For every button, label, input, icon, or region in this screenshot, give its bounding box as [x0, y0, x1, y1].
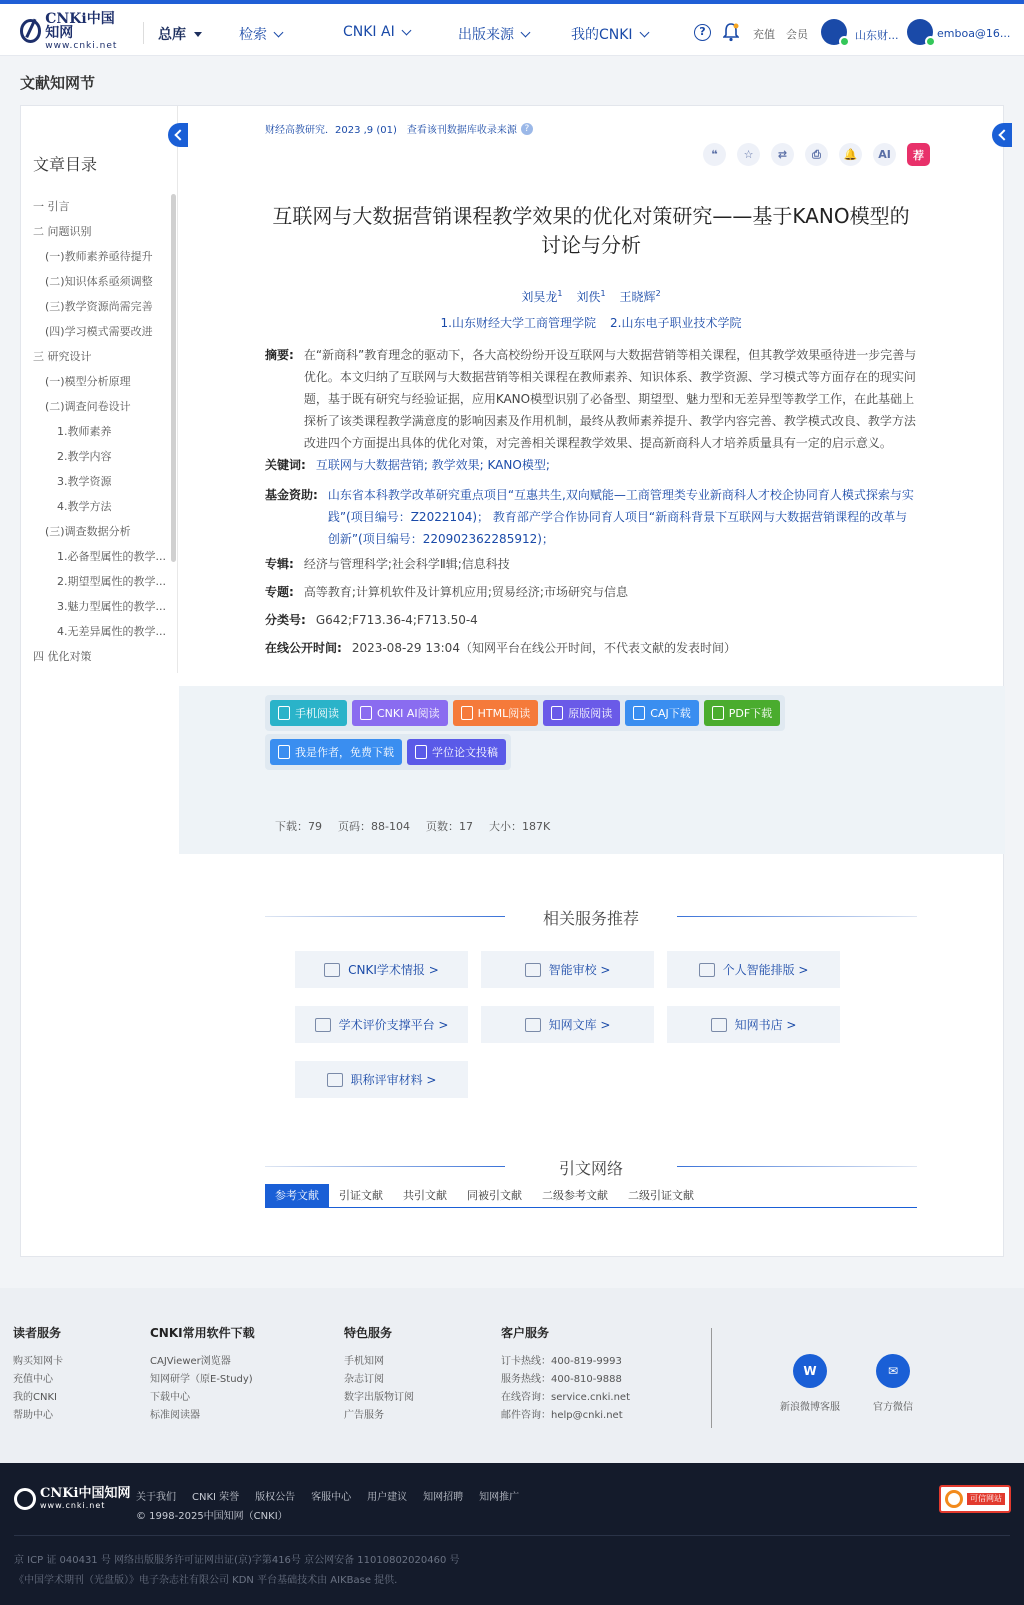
- fund-label: 基金资助:: [265, 488, 318, 502]
- article-main: [179, 106, 1005, 1258]
- footer-link[interactable]: CAJViewer浏览器: [150, 1356, 231, 1367]
- read-download-buttons: [265, 695, 785, 731]
- cnki-logo[interactable]: [20, 10, 128, 51]
- download-button[interactable]: [352, 700, 448, 726]
- service-card[interactable]: [667, 1006, 840, 1043]
- cnki-logo-icon: [14, 1488, 36, 1510]
- page-title: 文献知网节: [20, 74, 96, 92]
- footer-link[interactable]: 知网推广: [479, 1492, 520, 1503]
- button-label: PDF下载: [728, 707, 773, 720]
- user-avatar-icon[interactable]: [907, 19, 933, 45]
- logo-main-text: CNKi中国知网: [45, 10, 115, 41]
- pubtime-text: 2023-08-29 13:04（知网平台在线公开时间，不代表文献的发表时间）: [351, 641, 736, 655]
- wechat-service[interactable]: [873, 1354, 913, 1413]
- chevron-down-icon: [521, 27, 531, 37]
- citation-heading: 引文网络: [265, 1156, 917, 1179]
- nav-label: CNKI AI: [343, 24, 395, 40]
- footer-links: [136, 1488, 519, 1503]
- journal-source-text[interactable]: 财经高教研究．2023 ,9 (01): [265, 125, 397, 136]
- citation-tab[interactable]: 二级引证文献: [628, 1189, 694, 1202]
- footer-logo-sub: www.cnki.net: [40, 1501, 106, 1510]
- service-icon: [525, 1018, 541, 1032]
- footer-link[interactable]: 用户建议: [367, 1492, 408, 1503]
- topic-label: 专题:: [265, 585, 294, 599]
- classification-row: [265, 609, 917, 631]
- footer-link[interactable]: 版权公告: [255, 1492, 296, 1503]
- print-icon[interactable]: ⎙: [805, 143, 828, 166]
- download-button[interactable]: [625, 700, 698, 726]
- button-label: CAJ下载: [650, 707, 691, 720]
- citation-tab[interactable]: 二级参考文献: [542, 1189, 608, 1202]
- footer-link[interactable]: 下载中心: [150, 1392, 190, 1403]
- service-card[interactable]: [481, 951, 654, 988]
- caret-down-icon: [194, 32, 202, 37]
- weibo-label: 新浪微博客服: [780, 1402, 840, 1413]
- article-card: [20, 105, 1004, 1257]
- service-card[interactable]: [295, 951, 468, 988]
- footer-logo-main: CNKi中国知网: [40, 1486, 131, 1501]
- citation-tabs: [265, 1184, 917, 1208]
- abstract-row: [265, 344, 917, 454]
- button-icon: [278, 745, 290, 759]
- download-stats: [275, 818, 550, 834]
- verified-dot: [925, 36, 936, 47]
- services-heading: 相关服务推荐: [265, 906, 917, 929]
- citation-tab[interactable]: 共引文献: [403, 1189, 447, 1202]
- service-card[interactable]: [295, 1006, 468, 1043]
- footer-column: [13, 1324, 63, 1425]
- footer-column-title: 读者服务: [13, 1326, 62, 1340]
- verified-dot: [839, 36, 850, 47]
- chevron-down-icon: [274, 27, 284, 37]
- footer-link[interactable]: 邮件咨询：help@cnki.net: [501, 1410, 623, 1421]
- toc-item[interactable]: 三 研究设计: [33, 350, 92, 363]
- author-link[interactable]: 王晓辉$^2$: [619, 289, 661, 304]
- footer-bottom: [0, 1463, 1024, 1605]
- service-label: 个人智能排版 >: [722, 963, 809, 977]
- footer-logo: [14, 1487, 130, 1510]
- institution-icon[interactable]: [821, 19, 847, 45]
- button-icon: [551, 706, 563, 720]
- article-title: 互联网与大数据营销课程教学效果的优化对策研究——基于KANO模型的讨论与分析: [272, 204, 910, 257]
- footer-rule: [14, 1535, 1010, 1536]
- table-of-contents: [21, 106, 178, 673]
- toc-item[interactable]: 2.教学内容: [57, 450, 112, 463]
- footer-link[interactable]: 标准阅读器: [150, 1410, 200, 1421]
- affiliation-link[interactable]: 2.山东电子职业技术学院: [610, 316, 742, 330]
- download-button[interactable]: [453, 700, 539, 726]
- footer-link[interactable]: 服务热线：400-810-9888: [501, 1374, 622, 1385]
- topic-text: 高等教育;计算机软件及计算机应用;贸易经济;市场研究与信息: [303, 585, 628, 599]
- abstract-label: 摘要:: [265, 348, 294, 362]
- toc-item[interactable]: 四 优化对策: [33, 650, 92, 663]
- header-divider: [143, 22, 144, 44]
- chevron-down-icon: [639, 27, 649, 37]
- footer-divider: [711, 1328, 712, 1428]
- keywords-links[interactable]: 互联网与大数据营销; 教学效果; KANO模型;: [315, 458, 550, 472]
- keywords-row: [265, 454, 917, 476]
- topic-row: [265, 581, 917, 603]
- pubtime-row: [265, 637, 917, 659]
- toc-item[interactable]: (二)调查问卷设计: [45, 400, 131, 413]
- footer-company: 《中国学术期刊（光盘版）》电子杂志社有限公司 KDN 平台基础技术由 AIKBase 提供.: [14, 1575, 398, 1586]
- toc-item[interactable]: (二)知识体系亟须调整: [45, 275, 153, 288]
- nav-search[interactable]: [239, 24, 282, 44]
- footer-link[interactable]: 客服中心: [311, 1492, 352, 1503]
- nav-label: 总库: [158, 27, 186, 43]
- footer-copyright: © 1998-2025中国知网（CNKI）: [136, 1511, 288, 1522]
- service-icon: [324, 963, 340, 977]
- toc-item[interactable]: 4.教学方法: [57, 500, 112, 513]
- fund-row: [265, 484, 917, 550]
- footer-link[interactable]: 充值中心: [13, 1374, 53, 1385]
- nav-label: 检索: [239, 27, 267, 43]
- recharge-link[interactable]: 充值: [753, 28, 775, 41]
- stat-item: 大小：187K: [488, 820, 551, 833]
- stat-item: 页码：88-104: [338, 820, 410, 833]
- download-button[interactable]: [270, 700, 347, 726]
- toc-item[interactable]: 2.期望型属性的教学...: [57, 575, 166, 588]
- recommend-icon[interactable]: 荐: [907, 143, 930, 166]
- database-source-link[interactable]: 查看该刊数据库收录来源: [406, 125, 517, 136]
- article-toolbar: [703, 143, 930, 166]
- service-card[interactable]: [481, 1006, 654, 1043]
- toc-scrollbar[interactable]: [171, 194, 176, 562]
- author-link[interactable]: 刘佚$^1$: [576, 289, 606, 304]
- button-icon: [461, 706, 473, 720]
- user-account-name[interactable]: emboa@16...: [937, 27, 1011, 40]
- toc-item[interactable]: 1.必备型属性的教学...: [57, 550, 166, 563]
- download-button[interactable]: [270, 739, 402, 765]
- service-icon: [699, 963, 715, 977]
- toc-item[interactable]: (三)教学资源尚需完善: [45, 300, 153, 313]
- footer-link[interactable]: 订卡热线：400-819-9993: [501, 1356, 622, 1367]
- footer-icp: 京 ICP 证 040431 号 网络出版服务许可证网出证(京)字第416号 京公网安备 11010802020460 号: [14, 1555, 460, 1566]
- pubtime-label: 在线公开时间:: [265, 641, 342, 655]
- footer-services: [0, 1288, 1024, 1463]
- button-icon: [360, 706, 372, 720]
- toc-item[interactable]: 一 引言: [33, 200, 70, 213]
- download-button[interactable]: [543, 700, 620, 726]
- toc-item[interactable]: (四)学习模式需要改进: [45, 325, 153, 338]
- fund-text[interactable]: 山东省本科教学改革研究重点项目“互惠共生,双向赋能—工商管理类专业新商科人才校企协同育人模式探索与实践”(项目编号：Z2022104)； 教育部产学合作协同育人项目“新商科背景下互联网与大数据营销课程的改革与创新”(项目编号：220902362285912)；: [327, 488, 914, 546]
- service-label: 职称评审材料 >: [350, 1073, 437, 1087]
- button-label: 学位论文投稿: [432, 746, 498, 759]
- footer-link[interactable]: CNKI 荣誉: [192, 1492, 240, 1503]
- footer-column-title: 特色服务: [344, 1326, 393, 1340]
- journal-source: [265, 121, 533, 136]
- cnki-logo-icon: [20, 19, 41, 43]
- button-label: 我是作者，免费下载: [295, 746, 394, 759]
- affiliation-list: [265, 314, 917, 331]
- footer-column: [150, 1324, 255, 1425]
- download-button[interactable]: [704, 700, 780, 726]
- footer-link[interactable]: 在线咨询：service.cnki.net: [501, 1392, 630, 1403]
- service-card[interactable]: [667, 951, 840, 988]
- toc-item[interactable]: (一)教师素养亟待提升: [45, 250, 153, 263]
- footer-link[interactable]: 手机知网: [344, 1356, 384, 1367]
- toc-item[interactable]: 3.魅力型属性的教学...: [57, 600, 166, 613]
- toc-item[interactable]: 4.无差异属性的教学...: [57, 625, 166, 638]
- chevron-down-icon: [401, 25, 411, 35]
- button-label: CNKI AI阅读: [377, 707, 440, 720]
- service-card[interactable]: [295, 1061, 468, 1098]
- keywords-label: 关键词:: [265, 458, 306, 472]
- trusted-site-badge[interactable]: [939, 1485, 1011, 1513]
- nav-label: 我的CNKI: [571, 27, 633, 43]
- footer-link[interactable]: 杂志订阅: [344, 1374, 384, 1385]
- footer-column: [501, 1324, 630, 1425]
- download-button[interactable]: [407, 739, 506, 765]
- service-icon: [315, 1018, 331, 1032]
- favorite-icon[interactable]: ☆: [737, 143, 760, 166]
- nav-label: 出版来源: [458, 27, 514, 43]
- button-label: HTML阅读: [477, 707, 531, 720]
- footer-link[interactable]: 关于我们: [136, 1492, 176, 1503]
- weibo-service[interactable]: [780, 1354, 840, 1413]
- footer-link[interactable]: 购买知网卡: [13, 1356, 63, 1367]
- trusted-badge-icon: [945, 1490, 963, 1508]
- nav-publication-source[interactable]: [458, 24, 529, 44]
- button-label: 手机阅读: [295, 707, 339, 720]
- question-icon[interactable]: ?: [521, 123, 533, 135]
- author-link[interactable]: 刘昊龙$^1$: [521, 289, 563, 304]
- service-label: 学术评价支撑平台 >: [338, 1018, 449, 1032]
- service-label: 知网文库 >: [548, 1018, 611, 1032]
- footer-link[interactable]: 广告服务: [344, 1410, 384, 1421]
- download-area: [179, 686, 1005, 854]
- footer-link[interactable]: 帮助中心: [13, 1410, 53, 1421]
- button-icon: [278, 706, 290, 720]
- help-icon[interactable]: ?: [694, 24, 711, 41]
- toc-item[interactable]: (三)调查数据分析: [45, 525, 131, 538]
- toc-item[interactable]: (一)模型分析原理: [45, 375, 131, 388]
- footer-column-title: 客户服务: [501, 1326, 550, 1340]
- footer-link[interactable]: 我的CNKI: [13, 1392, 57, 1403]
- author-buttons: [265, 734, 511, 770]
- series-label: 专辑:: [265, 557, 294, 571]
- stat-item: 下载：79: [275, 820, 322, 833]
- nav-cnki-ai[interactable]: [343, 24, 410, 40]
- button-label: 原版阅读: [568, 707, 613, 720]
- button-icon: [712, 706, 724, 720]
- citation-tab[interactable]: 引证文献: [339, 1189, 383, 1202]
- button-icon: [633, 706, 645, 720]
- service-icon: [525, 963, 541, 977]
- footer-column-title: CNKI常用软件下载: [150, 1326, 255, 1340]
- stat-item: 页数：17: [425, 820, 473, 833]
- wechat-icon: ✉: [876, 1354, 910, 1388]
- nav-all-databases[interactable]: [158, 24, 202, 44]
- service-icon: [327, 1073, 343, 1087]
- affiliation-link[interactable]: 1.山东财经大学工商管理学院: [440, 316, 596, 330]
- nav-my-cnki[interactable]: [571, 24, 648, 44]
- institution-name[interactable]: 山东财...: [855, 29, 899, 42]
- author-list: [265, 288, 917, 305]
- toc-item[interactable]: 二 问题识别: [33, 225, 92, 238]
- toc-title: 文章目录: [33, 155, 98, 174]
- weibo-icon: W: [793, 1354, 827, 1388]
- classification-label: 分类号:: [265, 613, 306, 627]
- notification-bell-icon[interactable]: [723, 22, 739, 42]
- classification-text: G642;F713.36-4;F713.50-4: [315, 613, 478, 627]
- alert-icon[interactable]: 🔔: [839, 143, 862, 166]
- footer-column: [344, 1324, 414, 1425]
- footer-link[interactable]: 知网招聘: [423, 1492, 464, 1503]
- logo-sub-text: www.cnki.net: [45, 40, 118, 51]
- service-grid: [295, 951, 855, 1098]
- toc-item[interactable]: 3.教学资源: [57, 475, 112, 488]
- service-label: 知网书店 >: [734, 1018, 797, 1032]
- trusted-badge-text: 可信网站: [967, 1493, 1005, 1506]
- wechat-label: 官方微信: [873, 1402, 913, 1413]
- top-header: [0, 4, 1024, 56]
- citation-tab[interactable]: 同被引文献: [467, 1189, 522, 1202]
- member-link[interactable]: 会员: [786, 28, 808, 41]
- toc-list: [33, 194, 173, 669]
- citation-tab[interactable]: 参考文献: [265, 1184, 329, 1207]
- button-icon: [415, 745, 427, 759]
- series-row: [265, 553, 917, 575]
- abstract-text: 在“新商科”教育理念的驱动下，各大高校纷纷开设互联网与大数据营销等相关课程，但其教学效果亟待进一步完善与优化。本文归纳了互联网与大数据营销等相关课程在教师素养、知识体系、教学资源、学习模式等方面存在的现实问题，基于既有研究与经验证据，应用KANO模型识别了必备型、期望型、魅力型和无差异型等教学工作，在此基础上探析了该类课程教学满意度的影响因素及作用机制，最终从教师素养提升、教学内容完善、教学模式改良、教学方法改进四个方面提出具体的优化对策，对完善相关课程教学效果、提高新商科人才培养质量具有一定的启示意义。: [303, 348, 917, 450]
- footer-link[interactable]: 数字出版物订阅: [344, 1392, 414, 1403]
- toc-item[interactable]: 1.教师素养: [57, 425, 112, 438]
- cite-icon[interactable]: ❝: [703, 143, 726, 166]
- ai-icon[interactable]: AI: [873, 143, 896, 166]
- series-text: 经济与管理科学;社会科学Ⅱ辑;信息科技: [303, 557, 510, 571]
- service-label: 智能审校 >: [548, 963, 611, 977]
- share-icon[interactable]: ⇄: [771, 143, 794, 166]
- service-label: CNKI学术情报 >: [348, 963, 439, 977]
- footer-link[interactable]: 知网研学（原E-Study): [150, 1374, 253, 1385]
- service-icon: [711, 1018, 727, 1032]
